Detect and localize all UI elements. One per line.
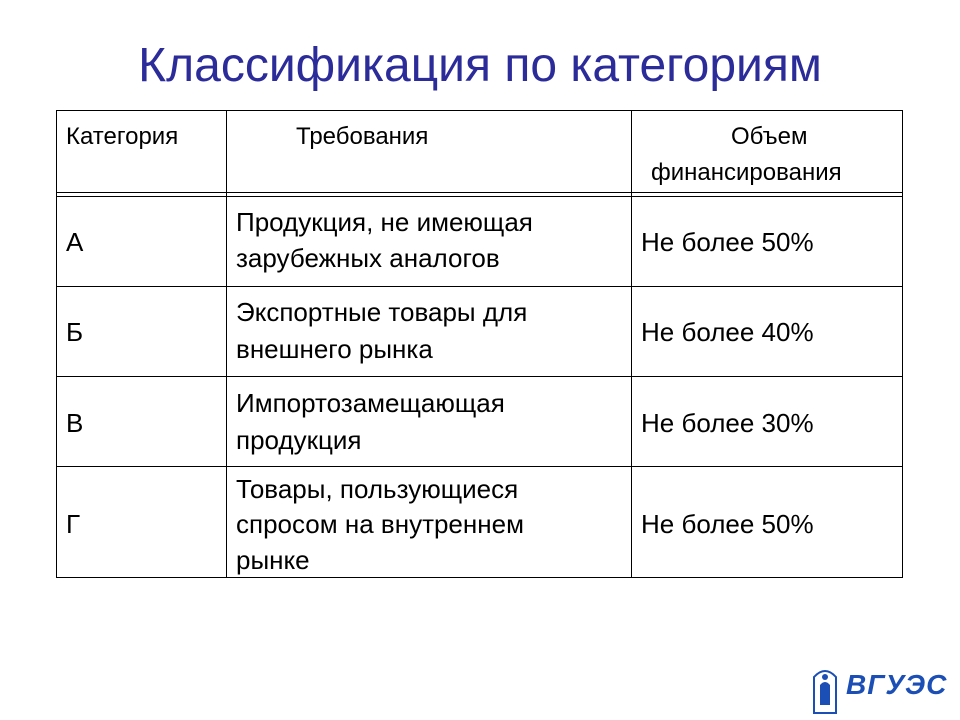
table-right-border (902, 110, 903, 578)
row-requirement-line: Продукция, не имеющая (236, 207, 533, 237)
row-requirement-line: Экспортные товары для (236, 297, 528, 327)
classification-table (56, 110, 903, 578)
row-requirement-line: продукция (236, 425, 362, 455)
row-requirement-line: спросом на внутреннем (236, 509, 524, 539)
row-category: А (66, 227, 84, 257)
row-requirement-line: рынке (236, 545, 310, 575)
row-category: Б (66, 317, 84, 347)
header-funding-line2: финансирования (651, 159, 842, 186)
university-logo (808, 665, 948, 715)
header-funding-line1: Объем (731, 123, 808, 150)
page-title: Классификация по категориям (138, 39, 822, 92)
table-top-border (56, 110, 903, 111)
header-divider-bottom (56, 196, 903, 197)
header-category: Категория (66, 123, 179, 150)
logo-text: ВГУЭС (846, 669, 948, 700)
header-divider-top (56, 192, 903, 193)
row-funding: Не более 50% (641, 509, 814, 539)
row-requirement-line: внешнего рынка (236, 334, 433, 364)
row-divider (56, 376, 903, 377)
row-funding: Не более 50% (641, 227, 814, 257)
table-left-border (56, 110, 57, 578)
emblem-icon (808, 665, 842, 715)
column-divider (226, 110, 227, 578)
row-divider (56, 286, 903, 287)
row-funding: Не более 40% (641, 317, 814, 347)
table-bottom-border (56, 577, 903, 578)
row-requirement-line: зарубежных аналогов (236, 243, 500, 273)
header-requirements: Требования (296, 123, 429, 150)
row-requirement-line: Импортозамещающая (236, 388, 505, 418)
row-category: В (66, 408, 84, 438)
row-category: Г (66, 509, 81, 539)
row-requirement-line: Товары, пользующиеся (236, 474, 519, 504)
row-divider (56, 466, 903, 467)
column-divider (631, 110, 632, 578)
row-funding: Не более 30% (641, 408, 814, 438)
